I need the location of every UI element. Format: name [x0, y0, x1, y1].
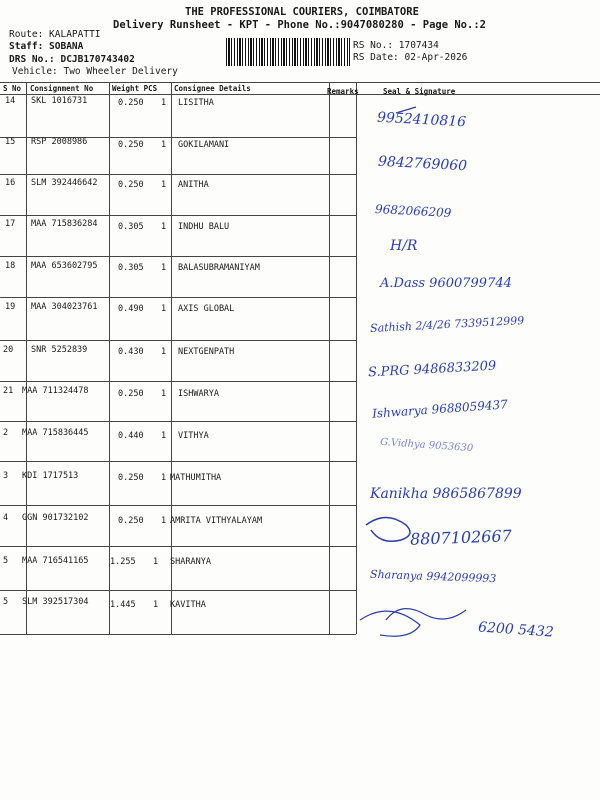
signature-text: 9682066209 [374, 202, 452, 220]
row-sno: 17 [5, 219, 16, 229]
row-consignment: MAA 715836284 [31, 219, 98, 229]
row-consignment: RSP 2008986 [31, 137, 88, 147]
row-consignee: BALASUBRAMANIYAM [178, 263, 260, 273]
signature-text: 9952410816 [376, 109, 467, 131]
row-consignment: KDI 1717513 [22, 471, 79, 481]
row-weight: 0.250 [118, 98, 144, 108]
runsheet-title: Delivery Runsheet - KPT - Phone No.:9047080280 - Page No.:2 [113, 19, 486, 31]
row-weight: 1.445 [110, 600, 136, 610]
row-sno: 15 [5, 137, 16, 147]
row-weight: 0.250 [118, 180, 144, 190]
row-weight: 0.250 [118, 516, 144, 526]
row-sno: 3 [3, 471, 9, 481]
rs-date: RS Date: 02-Apr-2026 [353, 52, 468, 63]
vehicle-label: Vehicle: Two Wheeler Delivery [12, 66, 178, 77]
row-sno: 16 [5, 178, 16, 188]
barcode [226, 38, 350, 66]
row-sno: 2 [3, 428, 9, 438]
row-weight: 0.250 [118, 140, 144, 150]
row-consignment: MAA 304023761 [31, 302, 98, 312]
row-pcs: 1 [161, 140, 167, 150]
row-consignee: VITHYA [178, 431, 209, 441]
col-remarks-header: Remarks [327, 87, 359, 96]
row-consignee: KAVITHA [170, 600, 206, 610]
row-weight: 0.430 [118, 347, 144, 357]
signature-text: S.PRG 9486833209 [367, 358, 497, 381]
row-consignment: SLM 392446642 [31, 178, 98, 188]
row-pcs: 1 [161, 516, 167, 526]
row-consignment: SNR 5252839 [31, 345, 88, 355]
row-consignee: AXIS GLOBAL [178, 304, 235, 314]
row-pcs: 1 [161, 473, 167, 483]
row-weight: 0.250 [118, 473, 144, 483]
col-weight-pcs-header: Weight PCS [112, 84, 158, 93]
signature-text: 6200 5432 [477, 619, 555, 641]
row-consignee: AMRITA VITHYALAYAM [170, 516, 263, 526]
signature-text: Sharanya 9942099993 [369, 567, 497, 586]
row-sno: 21 [3, 386, 14, 396]
row-weight: 1.255 [110, 557, 136, 567]
row-consignee: INDHU BALU [178, 222, 230, 232]
row-consignment: MAA 653602795 [31, 261, 98, 271]
signature-text: Sathish 2/4/26 7339512999 [369, 313, 525, 336]
company-title: THE PROFESSIONAL COURIERS, COIMBATORE [185, 6, 419, 18]
row-pcs: 1 [161, 347, 167, 357]
row-pcs: 1 [153, 557, 159, 567]
row-weight: 0.305 [118, 263, 144, 273]
row-consignment: MAA 715836445 [22, 428, 89, 438]
row-sno: 18 [5, 261, 16, 271]
signature-text: G.Vidhya 9053630 [379, 436, 474, 455]
route-label: Route: KALAPATTI [9, 29, 101, 40]
row-consignment: GGN 901732102 [22, 513, 89, 523]
col-consignee-header: Consignee Details [174, 84, 251, 93]
row-pcs: 1 [161, 180, 167, 190]
signature-scribbles [356, 95, 600, 655]
signature-text: 9842769060 [377, 153, 468, 175]
row-consignment: SLM 392517304 [22, 597, 89, 607]
row-sno: 14 [5, 96, 16, 106]
col-seal-header: Seal & Signature [383, 87, 456, 96]
row-weight: 0.250 [118, 389, 144, 399]
row-consignee: GOKILAMANI [178, 140, 230, 150]
row-consignee: ISHWARYA [178, 389, 219, 399]
drs-number: DRS No.: DCJB170743402 [9, 54, 135, 65]
row-pcs: 1 [161, 263, 167, 273]
row-sno: 5 [3, 556, 9, 566]
row-pcs: 1 [161, 304, 167, 314]
row-pcs: 1 [161, 98, 167, 108]
col-sno-header: S No [3, 84, 22, 93]
row-sno: 19 [5, 302, 16, 312]
signature-text: A.Dass 9600799744 [380, 276, 512, 291]
row-weight: 0.440 [118, 431, 144, 441]
signature-text: Kanikha 9865867899 [370, 486, 522, 502]
row-consignee: LISITHA [178, 98, 214, 108]
row-consignment: MAA 716541165 [22, 556, 89, 566]
signature-text: 8807102667 [409, 526, 513, 549]
row-pcs: 1 [161, 389, 167, 399]
row-pcs: 1 [153, 600, 159, 610]
col-consignment-header: Consignment No [30, 84, 94, 93]
row-weight: 0.305 [118, 222, 144, 232]
rs-number: RS No.: 1707434 [353, 40, 439, 51]
row-consignee: SHARANYA [170, 557, 211, 567]
row-consignment: SKL 1016731 [31, 96, 88, 106]
signature-text: Ishwarya 9688059437 [371, 397, 509, 421]
row-consignee: NEXTGENPATH [178, 347, 235, 357]
row-sno: 4 [3, 513, 9, 523]
row-sno: 5 [3, 597, 9, 607]
row-weight: 0.490 [118, 304, 144, 314]
row-consignee: ANITHA [178, 180, 209, 190]
row-consignee: MATHUMITHA [170, 473, 222, 483]
row-sno: 20 [3, 345, 14, 355]
row-pcs: 1 [161, 431, 167, 441]
row-consignment: MAA 711324478 [22, 386, 89, 396]
staff-label: Staff: SOBANA [9, 41, 84, 52]
row-pcs: 1 [161, 222, 167, 232]
signature-text: H/R [390, 238, 418, 254]
